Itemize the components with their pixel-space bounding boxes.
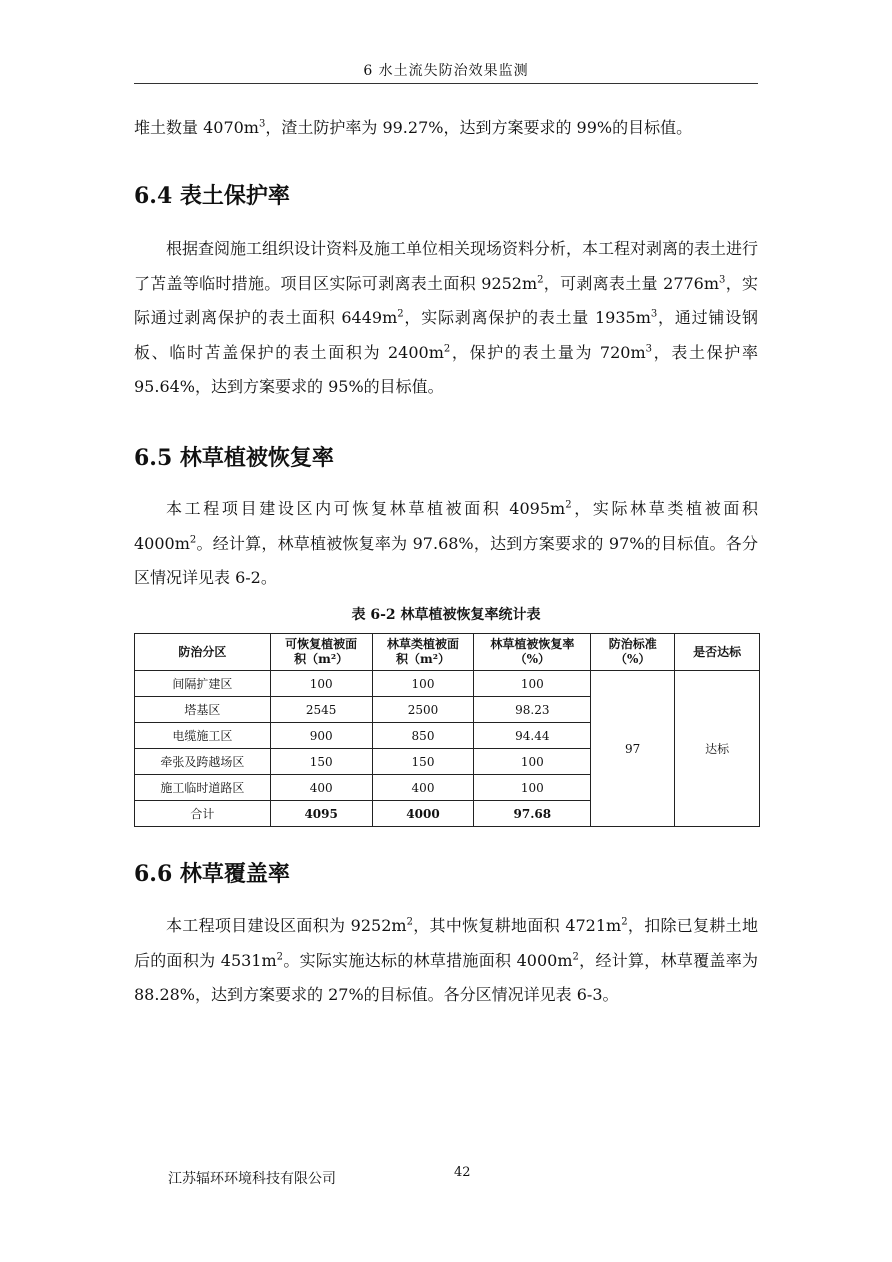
status-cell: 达标 (675, 671, 760, 827)
table-cell: 电缆施工区 (135, 723, 271, 749)
paragraph-vegetation-coverage: 本工程项目建设区面积为 $9252m^2$，其中恢复耕地面积 $4721m^2$，扣除已复耕土地后的面积为 $4531m^2$。实际实施达标的林草措施面积 $4000m^2$，经计算，林草覆盖率为 88.28%，达到方案要求的 27%的目标值。各分区情况详见表 6-3。 (134, 916, 758, 1005)
table-cell: 施工临时道路区 (135, 775, 271, 801)
table-cell: 97.68 (474, 801, 591, 827)
table-cell: 100 (474, 749, 591, 775)
header-cell: 防治分区 (135, 634, 271, 671)
table-cell: 牵张及跨越场区 (135, 749, 271, 775)
vegetation-recovery-table (134, 633, 760, 827)
table-cell: 98.23 (474, 697, 591, 723)
table-header-row (135, 634, 760, 671)
table-cell: 850 (372, 723, 474, 749)
table-cell: 100 (474, 671, 591, 697)
table-row (135, 671, 760, 697)
table-cell: 4000 (372, 801, 474, 827)
standard-cell: 97 (591, 671, 675, 827)
table-cell: 400 (372, 775, 474, 801)
paragraph-spoil-protection: 堆土数量 $4070m^3$，渣土防护率为 99.27%，达到方案要求的 99%的目标值。 (134, 118, 693, 137)
header-cell: 是否达标 (675, 634, 760, 671)
table-cell: 4095 (270, 801, 372, 827)
section-heading-6-5: 6.5 林草植被恢复率 (134, 445, 334, 471)
table-cell: 塔基区 (135, 697, 271, 723)
table-cell: 2500 (372, 697, 474, 723)
table-cell: 150 (372, 749, 474, 775)
table-cell: 94.44 (474, 723, 591, 749)
table-cell: 100 (474, 775, 591, 801)
header-cell: 可恢复植被面 积（m²） (270, 634, 372, 671)
paragraph-vegetation-recovery: 本工程项目建设区内可恢复林草植被面积 $4095m^2$，实际林草类植被面积 $4000m^2$。经计算，林草植被恢复率为 97.68%，达到方案要求的 97%的目标值。各分区情况详见表 6-2。 (134, 499, 758, 588)
table-caption: 表 6-2 林草植被恢复率统计表 (351, 607, 541, 623)
table-cell: 2545 (270, 697, 372, 723)
table-cell: 900 (270, 723, 372, 749)
header-cell: 防治标准 （%） (591, 634, 675, 671)
table-cell: 400 (270, 775, 372, 801)
header-rule (134, 83, 758, 84)
table-cell: 间隔扩建区 (135, 671, 271, 697)
page-number: 42 (454, 1165, 471, 1180)
running-header: 6 水土流失防治效果监测 (363, 63, 529, 79)
section-heading-6-4: 6.4 表土保护率 (134, 183, 290, 209)
header-cell: 林草类植被面 积（m²） (372, 634, 474, 671)
table-cell: 100 (372, 671, 474, 697)
table-cell: 100 (270, 671, 372, 697)
table-cell: 150 (270, 749, 372, 775)
footer-company: 江苏辐环环境科技有限公司 (168, 1171, 336, 1187)
section-heading-6-6: 6.6 林草覆盖率 (134, 861, 290, 887)
paragraph-topsoil-protection: 根据查阅施工组织设计资料及施工单位相关现场资料分析，本工程对剥离的表土进行了苫盖等临时措施。项目区实际可剥离表土面积 $9252m^2$，可剥离表土量 $2776m^3$，实际通过剥离保护的表土面积 $6449m^2$，实际剥离保护的表土量 $1935m^3$，通过铺设钢板、临时苫盖保护的表土面积为 $2400m^2$，保护的表土量为 $720m^3$，表土保护率 95.64%，达到方案要求的 95%的目标值。 (134, 239, 759, 397)
table-cell: 合计 (135, 801, 271, 827)
header-cell: 林草植被恢复率 （%） (474, 634, 591, 671)
